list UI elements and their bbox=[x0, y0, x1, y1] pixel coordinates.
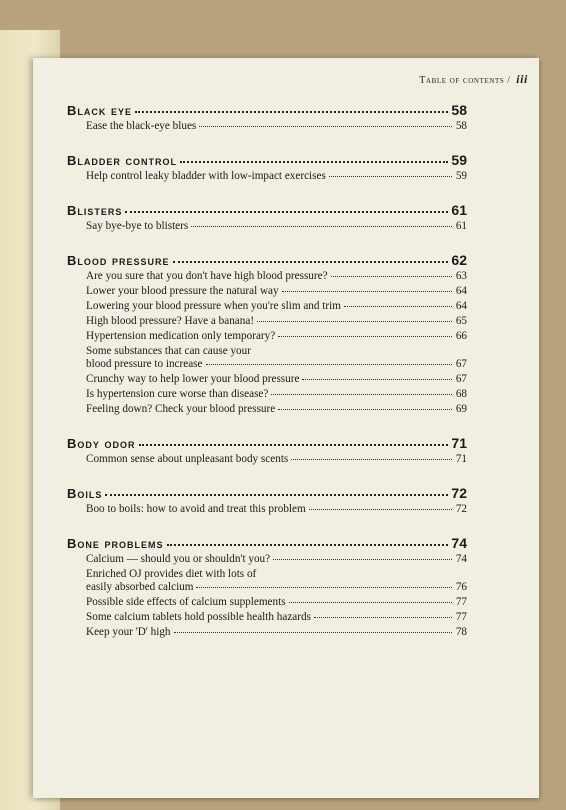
item-title: Calcium — should you or shouldn't you? bbox=[86, 553, 271, 565]
dot-leader bbox=[291, 459, 452, 460]
item-title: Crunchy way to help lower your blood pressure bbox=[86, 373, 300, 385]
dot-leader bbox=[331, 276, 452, 277]
section-page-number: 61 bbox=[451, 202, 467, 218]
item-title: Help control leaky bladder with low-impact exercises bbox=[86, 170, 326, 182]
toc-item[interactable] bbox=[67, 170, 467, 185]
toc-item[interactable] bbox=[67, 300, 467, 315]
running-head-page-number: iii bbox=[516, 72, 528, 86]
item-page-number: 69 bbox=[455, 403, 467, 415]
item-title: easily absorbed calcium bbox=[86, 581, 194, 593]
item-title: Lower your blood pressure the natural way bbox=[86, 285, 279, 297]
running-head-separator: / bbox=[507, 75, 511, 85]
toc-item[interactable] bbox=[67, 373, 467, 388]
item-page-number: 59 bbox=[455, 170, 467, 182]
section-page-number: 72 bbox=[451, 485, 467, 501]
dot-leader bbox=[278, 409, 452, 410]
dot-leader bbox=[125, 211, 448, 213]
toc-item[interactable] bbox=[67, 403, 467, 418]
toc-item[interactable] bbox=[67, 330, 467, 345]
dot-leader bbox=[282, 291, 452, 292]
item-title: Hypertension medication only temporary? bbox=[86, 330, 276, 342]
item-title: Lowering your blood pressure when you're slim and trim bbox=[86, 300, 341, 312]
section-title: Boils bbox=[67, 486, 103, 501]
item-page-number: 72 bbox=[455, 503, 467, 515]
toc-section bbox=[67, 252, 467, 418]
section-title: Blood pressure bbox=[67, 253, 170, 268]
toc-item[interactable] bbox=[67, 220, 467, 235]
item-title: Possible side effects of calcium supplements bbox=[86, 596, 286, 608]
section-page-number: 58 bbox=[451, 102, 467, 118]
section-title: Body odor bbox=[67, 436, 136, 451]
toc-section-heading[interactable] bbox=[67, 535, 467, 553]
toc-item[interactable] bbox=[67, 388, 467, 403]
section-title: Bone problems bbox=[67, 536, 164, 551]
toc-item[interactable] bbox=[67, 553, 467, 568]
item-page-number: 66 bbox=[455, 330, 467, 342]
dot-leader bbox=[206, 364, 453, 365]
toc-section bbox=[67, 102, 467, 135]
item-title: Some calcium tablets hold possible health hazards bbox=[86, 611, 311, 623]
section-page-number: 62 bbox=[451, 252, 467, 268]
item-title: Boo to boils: how to avoid and treat this problem bbox=[86, 503, 306, 515]
dot-leader bbox=[314, 617, 452, 618]
toc-section-heading[interactable] bbox=[67, 152, 467, 170]
section-page-number: 59 bbox=[451, 152, 467, 168]
toc-item[interactable] bbox=[67, 581, 467, 596]
dot-leader bbox=[302, 379, 452, 380]
item-page-number: 67 bbox=[455, 373, 467, 385]
toc-section-heading[interactable] bbox=[67, 102, 467, 120]
table-of-contents bbox=[67, 102, 467, 641]
toc-section bbox=[67, 535, 467, 641]
toc-item[interactable] bbox=[67, 358, 467, 373]
toc-item[interactable] bbox=[67, 120, 467, 135]
dot-leader bbox=[105, 494, 448, 496]
dot-leader bbox=[278, 336, 452, 337]
toc-item-first-line[interactable] bbox=[67, 568, 467, 581]
item-title: Is hypertension cure worse than disease? bbox=[86, 388, 269, 400]
item-page-number: 78 bbox=[455, 626, 467, 638]
item-page-number: 58 bbox=[455, 120, 467, 132]
toc-item[interactable] bbox=[67, 626, 467, 641]
item-title-line1: Some substances that can cause your bbox=[86, 345, 251, 357]
toc-section bbox=[67, 485, 467, 518]
item-page-number: 76 bbox=[455, 581, 467, 593]
item-title: Are you sure that you don't have high blood pressure? bbox=[86, 270, 328, 282]
section-page-number: 71 bbox=[451, 435, 467, 451]
dot-leader bbox=[273, 559, 452, 560]
dot-leader bbox=[271, 394, 452, 395]
item-title: Common sense about unpleasant body scents bbox=[86, 453, 289, 465]
toc-section bbox=[67, 435, 467, 468]
dot-leader bbox=[199, 126, 452, 127]
toc-section-heading[interactable] bbox=[67, 435, 467, 453]
toc-item[interactable] bbox=[67, 285, 467, 300]
toc-item[interactable] bbox=[67, 503, 467, 518]
toc-section-heading[interactable] bbox=[67, 485, 467, 503]
section-page-number: 74 bbox=[451, 535, 467, 551]
dot-leader bbox=[257, 321, 452, 322]
toc-item[interactable] bbox=[67, 596, 467, 611]
item-title: Feeling down? Check your blood pressure bbox=[86, 403, 276, 415]
toc-item[interactable] bbox=[67, 611, 467, 626]
dot-leader bbox=[180, 161, 448, 163]
toc-item[interactable] bbox=[67, 315, 467, 330]
dot-leader bbox=[329, 176, 452, 177]
toc-section-heading[interactable] bbox=[67, 202, 467, 220]
dot-leader bbox=[309, 509, 452, 510]
dot-leader bbox=[196, 587, 452, 588]
item-page-number: 61 bbox=[455, 220, 467, 232]
toc-section bbox=[67, 202, 467, 235]
dot-leader bbox=[167, 544, 449, 546]
item-page-number: 71 bbox=[455, 453, 467, 465]
toc-item[interactable] bbox=[67, 453, 467, 468]
item-title-line1: Enriched OJ provides diet with lots of bbox=[86, 568, 257, 580]
dot-leader bbox=[135, 111, 448, 113]
running-head-title: Table of contents bbox=[419, 75, 505, 86]
toc-section-heading[interactable] bbox=[67, 252, 467, 270]
item-page-number: 77 bbox=[455, 611, 467, 623]
dot-leader bbox=[139, 444, 449, 446]
dot-leader bbox=[173, 261, 449, 263]
item-title: High blood pressure? Have a banana! bbox=[86, 315, 255, 327]
dot-leader bbox=[344, 306, 452, 307]
item-title: blood pressure to increase bbox=[86, 358, 203, 370]
item-page-number: 67 bbox=[455, 358, 467, 370]
item-page-number: 77 bbox=[455, 596, 467, 608]
item-page-number: 64 bbox=[455, 285, 467, 297]
item-page-number: 65 bbox=[455, 315, 467, 327]
item-page-number: 64 bbox=[455, 300, 467, 312]
item-page-number: 74 bbox=[455, 553, 467, 565]
item-title: Say bye-bye to blisters bbox=[86, 220, 189, 232]
toc-section bbox=[67, 152, 467, 185]
section-title: Blisters bbox=[67, 203, 123, 218]
item-title: Ease the black-eye blues bbox=[86, 120, 197, 132]
item-page-number: 63 bbox=[455, 270, 467, 282]
dot-leader bbox=[191, 226, 452, 227]
toc-item-first-line[interactable] bbox=[67, 345, 467, 358]
toc-item[interactable] bbox=[67, 270, 467, 285]
dot-leader bbox=[289, 602, 452, 603]
item-page-number: 68 bbox=[455, 388, 467, 400]
section-title: Bladder control bbox=[67, 153, 177, 168]
section-title: Black eye bbox=[67, 103, 133, 118]
dot-leader bbox=[174, 632, 452, 633]
running-head bbox=[0, 72, 528, 87]
item-title: Keep your 'D' high bbox=[86, 626, 171, 638]
